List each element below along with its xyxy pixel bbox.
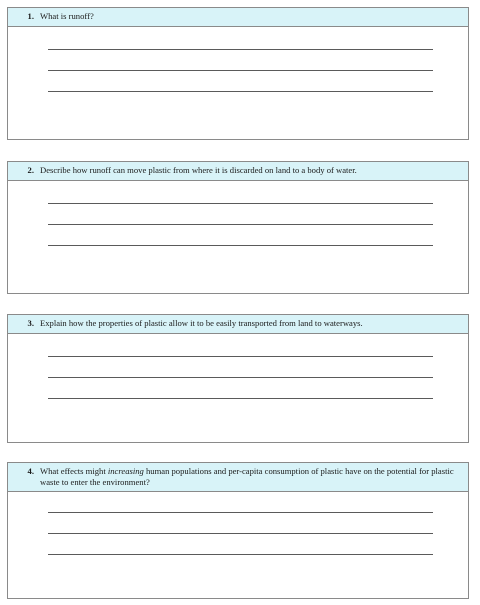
answer-line [48, 224, 433, 225]
question-text-emphasis: increasing [107, 466, 144, 476]
question-4-header [8, 463, 468, 492]
answer-line [48, 91, 433, 92]
question-2-header [8, 162, 468, 181]
question-3-box [7, 314, 469, 443]
question-number: 2. [27, 165, 34, 175]
question-number: 3. [27, 318, 34, 328]
question-number: 4. [27, 466, 34, 476]
question-text: Describe how runoff can move plastic from where it is discarded on land to a body of water. [40, 165, 357, 175]
question-number: 1. [27, 11, 34, 21]
answer-line [48, 398, 433, 399]
question-4-box [7, 462, 469, 599]
answer-line [48, 554, 433, 555]
question-2-box [7, 161, 469, 294]
question-text-start: What effects might [40, 466, 108, 476]
question-text [40, 466, 462, 488]
answer-line [48, 203, 433, 204]
answer-line [48, 49, 433, 50]
answer-line [48, 245, 433, 246]
question-text-end: human populations and per-capita consumption of plastic have on the potential for plastic waste to enter the environment? [40, 466, 454, 487]
answer-line [48, 377, 433, 378]
answer-line [48, 356, 433, 357]
answer-line [48, 512, 433, 513]
question-text: Explain how the properties of plastic allow it to be easily transported from land to waterways. [40, 318, 363, 328]
question-1-header [8, 8, 468, 27]
answer-line [48, 533, 433, 534]
question-text: What is runoff? [40, 11, 94, 21]
question-1-box [7, 7, 469, 140]
question-3-header [8, 315, 468, 334]
answer-line [48, 70, 433, 71]
